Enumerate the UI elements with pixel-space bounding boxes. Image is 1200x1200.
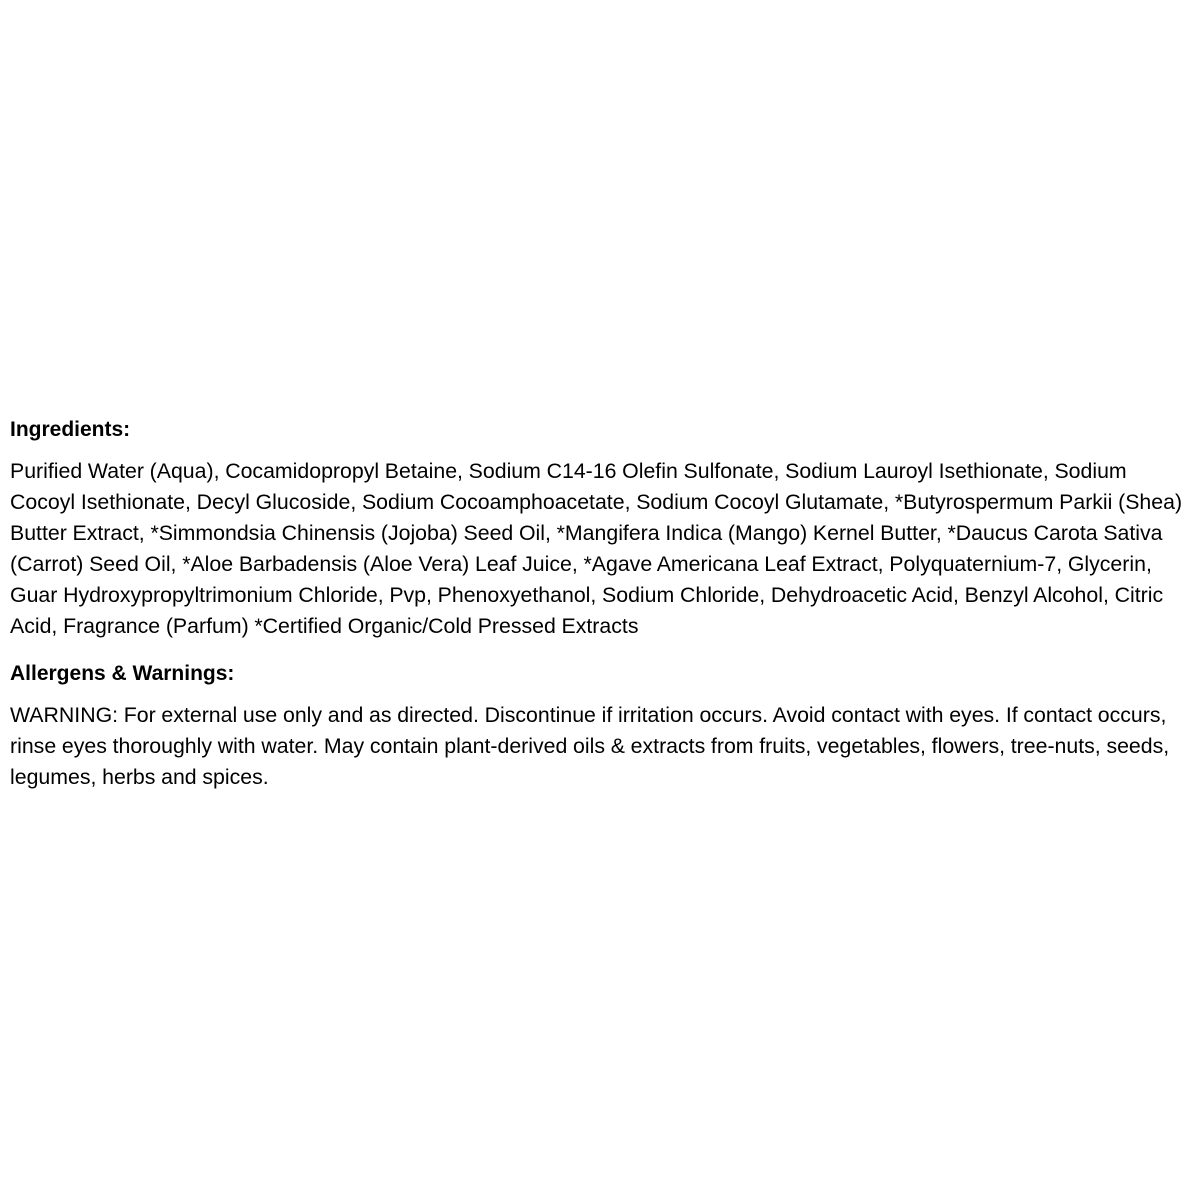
ingredients-heading: Ingredients: [10, 418, 131, 441]
ingredients-section [10, 416, 1190, 642]
warnings-heading: Allergens & Warnings: [10, 662, 235, 685]
warnings-text: WARNING: For external use only and as directed. Discontinue if irritation occurs. Avoid contact with eyes. If contact occurs, rinse eyes thoroughly with water. May contain plant-derived oils & extracts from fruits, vegetables, flowers, tree-nuts, seeds, legumes, herbs and spices. [10, 703, 1170, 789]
warnings-section [10, 660, 1190, 793]
ingredients-list: Purified Water (Aqua), Cocamidopropyl Betaine, Sodium C14-16 Olefin Sulfonate, Sodium Lauroyl Isethionate, Sodium Cocoyl Isethionate, Decyl Glucoside, Sodium Cocoamphoacetate, Sodium Cocoyl Glutamate, *Butyrospermum Parkii (Shea) Butter Extract, *Simmondsia Chinensis (Jojoba) Seed Oil, *Mangifera Indica (Mango) Kernel Butter, *Daucus Carota Sativa (Carrot) Seed Oil, *Aloe Barbadensis (Aloe Vera) Leaf Juice, *Agave Americana Leaf Extract, Polyquaternium-7, Glycerin, Guar Hydroxypropyltrimonium Chloride, Pvp, Phenoxyethanol, Sodium Chloride, Dehydroacetic Acid, Benzyl Alcohol, Citric Acid, Fragrance (Parfum) *Certified Organic/Cold Pressed Extracts [10, 459, 1183, 638]
product-label-panel [10, 416, 1190, 811]
